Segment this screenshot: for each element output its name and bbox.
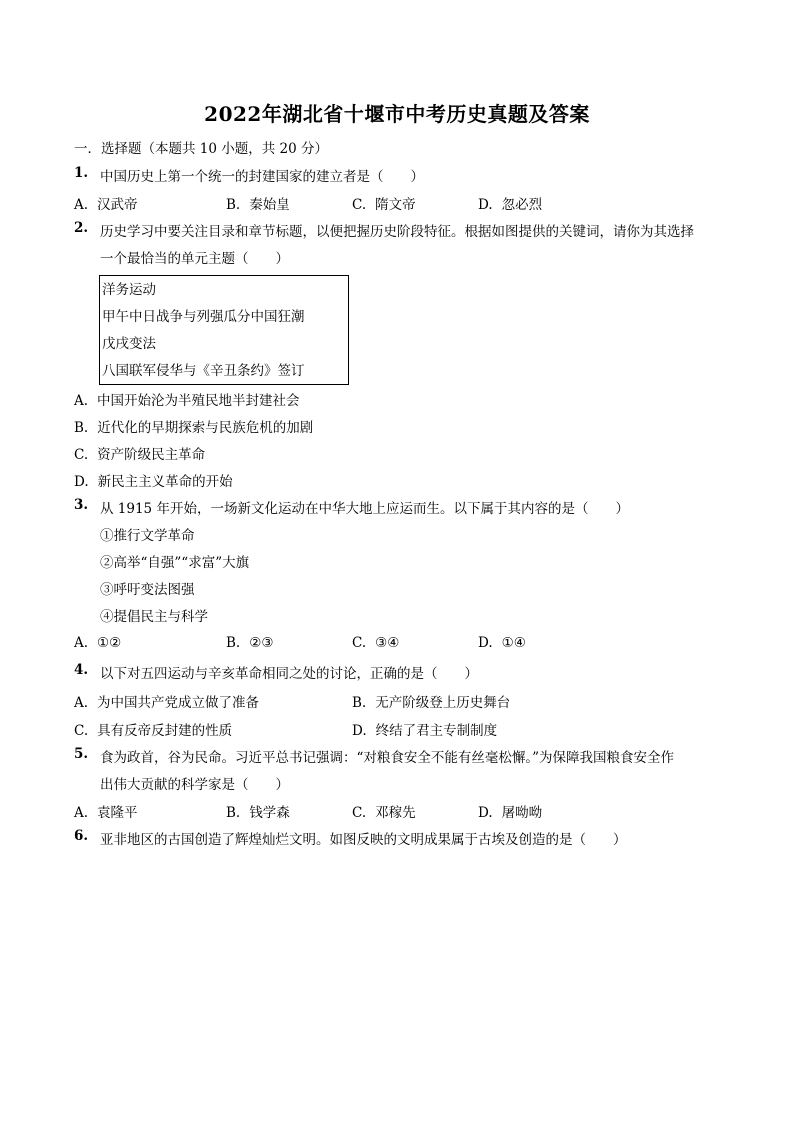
question-text: 亚非地区的古国创造了辉煌灿烂文明。如图反映的文明成果属于古埃及创造的是（ ） xyxy=(100,832,627,848)
page-title: 2022年湖北省十堰市中考历史真题及答案 xyxy=(204,102,590,126)
option-d xyxy=(478,801,542,821)
question-number: 5. xyxy=(74,746,89,762)
option-letter: C. xyxy=(352,197,367,213)
option-letter: B. xyxy=(226,197,241,213)
option-c xyxy=(352,801,416,821)
option-text: 中国开始沦为半殖民地半封建社会 xyxy=(97,393,300,409)
option-text: ①② xyxy=(97,635,122,651)
option-text: 资产阶级民主革命 xyxy=(97,447,206,463)
option-a xyxy=(74,193,138,213)
option-b xyxy=(226,635,273,651)
question-text-line2: 出伟大贡献的科学家是（ ） xyxy=(100,777,289,793)
option-letter: C. xyxy=(352,805,367,821)
option-text: 无产阶级登上历史舞台 xyxy=(375,695,511,711)
option-c xyxy=(352,635,399,651)
option-letter: A. xyxy=(74,393,89,409)
option-b xyxy=(74,416,313,436)
option-text: 袁隆平 xyxy=(97,805,138,821)
keyword-item: 甲午中日战争与列强瓜分中国狂潮 xyxy=(102,309,305,325)
question-text-line2: 一个最恰当的单元主题（ ） xyxy=(100,251,289,267)
question-text: 从 1915 年开始，一场新文化运动在中华大地上应运而生。以下属于其内容的是（ ） xyxy=(100,501,629,517)
option-a xyxy=(74,801,138,821)
option-c xyxy=(74,719,232,739)
question-text: 以下对五四运动与辛亥革命相同之处的讨论，正确的是（ ） xyxy=(100,666,478,682)
option-letter: B. xyxy=(226,635,241,651)
question-number: 6. xyxy=(74,828,89,844)
option-letter: A. xyxy=(74,695,89,711)
option-letter: A. xyxy=(74,635,89,651)
option-text: 终结了君主专制制度 xyxy=(375,723,498,739)
option-letter: B. xyxy=(352,695,367,711)
option-letter: C. xyxy=(352,635,367,651)
section-heading: 一．选择题（本题共 10 小题，共 20 分） xyxy=(74,141,329,157)
statement-item: ①推行文学革命 xyxy=(100,528,195,544)
question-text-line1: 历史学习中要关注目录和章节标题，以便把握历史阶段特征。根据如图提供的关键词，请你为其选择 xyxy=(100,224,694,240)
option-c xyxy=(352,193,416,213)
keyword-item: 戊戌变法 xyxy=(102,336,156,352)
question-number: 4. xyxy=(74,662,89,678)
statement-item: ④提倡民主与科学 xyxy=(100,609,208,625)
keyword-item: 八国联军侵华与《辛丑条约》签订 xyxy=(102,363,305,379)
option-d xyxy=(478,193,542,213)
option-letter: D. xyxy=(478,805,493,821)
question-text-line1: 食为政首，谷为民命。习近平总书记强调：“对粮食安全不能有丝毫松懈。”为保障我国粮食安全作 xyxy=(100,750,675,766)
option-c xyxy=(74,443,205,463)
option-letter: C. xyxy=(74,447,89,463)
option-letter: D. xyxy=(74,474,89,490)
option-b xyxy=(226,193,290,213)
question-text: 中国历史上第一个统一的封建国家的建立者是（ ） xyxy=(100,169,424,185)
option-a xyxy=(74,691,259,711)
option-text: 隋文帝 xyxy=(375,197,416,213)
option-letter: C. xyxy=(74,723,89,739)
option-letter: B. xyxy=(226,805,241,821)
option-text: 新民主主义革命的开始 xyxy=(97,474,233,490)
option-letter: A. xyxy=(74,197,89,213)
option-text: 邓稼先 xyxy=(375,805,416,821)
statement-item: ②高举“自强”“求富”大旗 xyxy=(100,555,250,571)
option-d xyxy=(352,719,497,739)
option-a xyxy=(74,635,121,651)
option-d xyxy=(74,470,233,490)
statement-item: ③呼吁变法图强 xyxy=(100,582,195,598)
option-text: 屠呦呦 xyxy=(501,805,543,821)
option-d xyxy=(478,635,526,651)
option-text: ①④ xyxy=(501,635,526,651)
option-text: 为中国共产党成立做了准备 xyxy=(97,695,260,711)
option-b xyxy=(226,801,290,821)
question-number: 1. xyxy=(74,165,89,181)
option-b xyxy=(352,691,510,711)
question-number: 2. xyxy=(74,220,89,236)
option-letter: A. xyxy=(74,805,89,821)
option-text: 具有反帝反封建的性质 xyxy=(97,723,233,739)
option-text: ③④ xyxy=(375,635,400,651)
keyword-item: 洋务运动 xyxy=(102,282,156,298)
option-letter: D. xyxy=(352,723,367,739)
option-letter: D. xyxy=(478,635,493,651)
question-number: 3. xyxy=(74,497,89,513)
keyword-box xyxy=(99,275,349,385)
option-text: 汉武帝 xyxy=(97,197,138,213)
option-text: 秦始皇 xyxy=(249,197,290,213)
option-letter: B. xyxy=(74,420,89,436)
option-letter: D. xyxy=(478,197,493,213)
option-text: ②③ xyxy=(249,635,274,651)
option-a xyxy=(74,389,300,409)
option-text: 忽必烈 xyxy=(501,197,543,213)
option-text: 钱学森 xyxy=(249,805,290,821)
option-text: 近代化的早期探索与民族危机的加剧 xyxy=(97,420,314,436)
